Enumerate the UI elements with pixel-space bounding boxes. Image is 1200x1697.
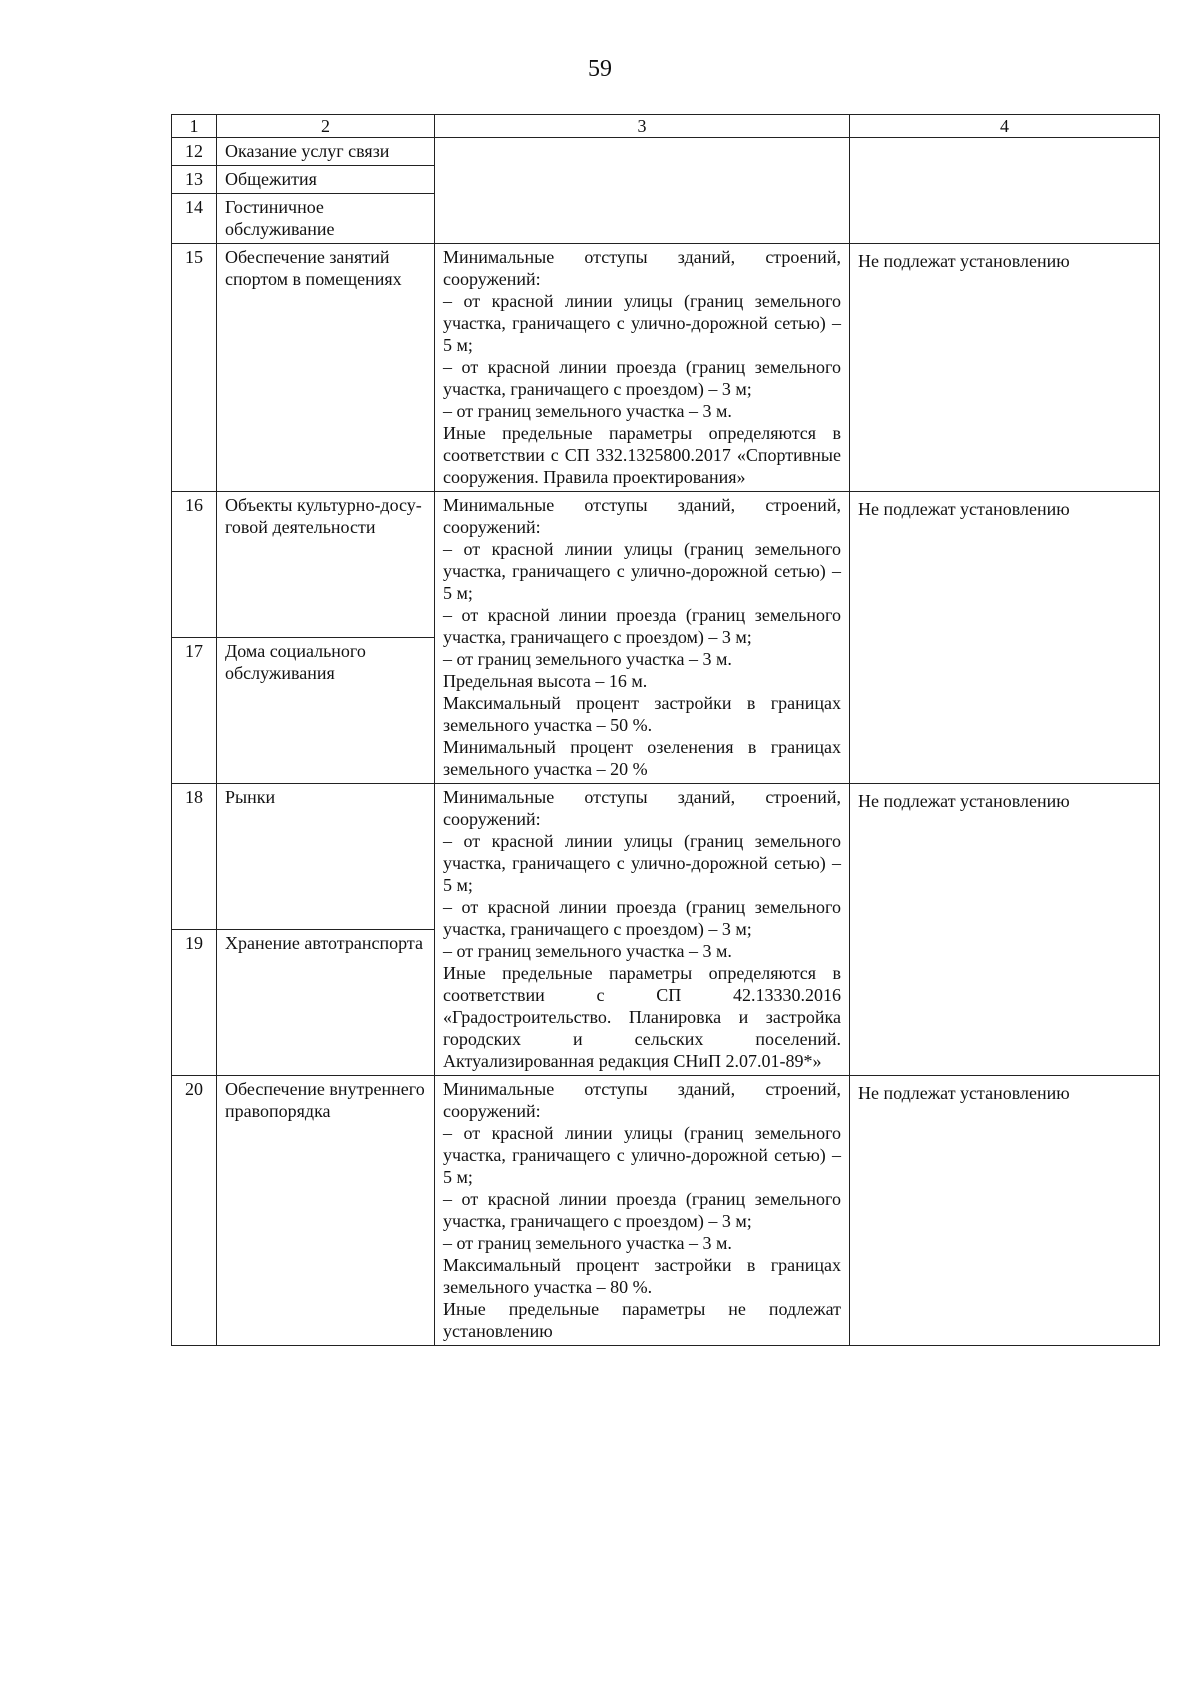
- row-name: Гостиничное обслуживание: [217, 194, 435, 244]
- params-line: – от красной линии проезда (границ земельного участка, граничащего с проездом) – 3 м;: [443, 605, 841, 647]
- note-cell: Не подлежат установлению: [850, 784, 1160, 1076]
- params-line: Минимальные отступы зданий, строений, сооружений:: [443, 247, 841, 289]
- params-line: – от границ земельного участка – 3 м.: [443, 401, 732, 421]
- params-line: – от красной линии улицы (границ земельного участка, граничащего с улично-дорожной сетью) – 5 м;: [443, 291, 841, 355]
- params-line: Минимальные отступы зданий, строений, сооружений:: [443, 495, 841, 537]
- table-row: [172, 244, 1160, 492]
- params-line: Минимальные отступы зданий, строений, сооружений:: [443, 787, 841, 829]
- row-name: Обеспечение внутреннего правопорядка: [217, 1076, 435, 1346]
- row-name: Объекты культурно-досу-говой деятельности: [217, 492, 435, 638]
- row-name: Рынки: [217, 784, 435, 930]
- params-cell: [435, 784, 850, 1076]
- params-line: Иные предельные параметры определяются в соответствии с СП 332.1325800.2017 «Спортивные сооружения. Правила проектирования»: [443, 423, 841, 487]
- row-number: 13: [172, 166, 217, 194]
- row-number: 12: [172, 138, 217, 166]
- row-number: 16: [172, 492, 217, 638]
- params-line: Иные предельные параметры определяются в соответствии с СП 42.13330.2016 «Градостроительство. Планировка и застройка городских и сельских поселений. Актуализированная редакция СНиП 2.07.01-89*»: [443, 963, 841, 1071]
- table-header-row: [172, 115, 1160, 138]
- column-header: 1: [172, 115, 217, 138]
- params-line: – от красной линии проезда (границ земельного участка, граничащего с проездом) – 3 м;: [443, 357, 841, 399]
- column-header: 4: [850, 115, 1160, 138]
- params-cell: [435, 244, 850, 492]
- params-line: Максимальный процент застройки в границах земельного участка – 50 %.: [443, 693, 841, 735]
- row-number: 15: [172, 244, 217, 492]
- table-row: [172, 784, 1160, 930]
- table-row: [172, 1076, 1160, 1346]
- params-cell-empty: [435, 138, 850, 244]
- page-number: 59: [588, 56, 612, 82]
- params-line: – от красной линии проезда (границ земельного участка, граничащего с проездом) – 3 м;: [443, 897, 841, 939]
- row-number: 18: [172, 784, 217, 930]
- params-line: – от границ земельного участка – 3 м.: [443, 1233, 732, 1253]
- note-cell: Не подлежат установлению: [850, 1076, 1160, 1346]
- params-line: Минимальные отступы зданий, строений, сооружений:: [443, 1079, 841, 1121]
- params-line: Иные предельные параметры не подлежат установлению: [443, 1299, 841, 1341]
- params-line: – от красной линии улицы (границ земельного участка, граничащего с улично-дорожной сетью) – 5 м;: [443, 539, 841, 603]
- row-name: Общежития: [217, 166, 435, 194]
- row-name: Обеспечение занятий спортом в помещениях: [217, 244, 435, 492]
- row-name: Оказание услуг связи: [217, 138, 435, 166]
- params-line: – от красной линии проезда (границ земельного участка, граничащего с проездом) – 3 м;: [443, 1189, 841, 1231]
- column-header: 3: [435, 115, 850, 138]
- params-line: – от границ земельного участка – 3 м.: [443, 649, 732, 669]
- params-cell: [435, 492, 850, 784]
- params-line: Минимальный процент озеленения в границах земельного участка – 20 %: [443, 737, 841, 779]
- table-row: [172, 492, 1160, 638]
- params-line: – от границ земельного участка – 3 м.: [443, 941, 732, 961]
- params-line: – от красной линии улицы (границ земельного участка, граничащего с улично-дорожной сетью) – 5 м;: [443, 831, 841, 895]
- params-line: Максимальный процент застройки в границах земельного участка – 80 %.: [443, 1255, 841, 1297]
- params-line: – от красной линии улицы (границ земельного участка, граничащего с улично-дорожной сетью) – 5 м;: [443, 1123, 841, 1187]
- note-cell: Не подлежат установлению: [850, 492, 1160, 784]
- note-cell-empty: [850, 138, 1160, 244]
- row-name: Хранение автотранспорта: [217, 930, 435, 1076]
- row-number: 19: [172, 930, 217, 1076]
- note-cell: Не подлежат установлению: [850, 244, 1160, 492]
- regulations-table: [171, 114, 1160, 1346]
- row-name: Дома социального обслуживания: [217, 638, 435, 784]
- column-header: 2: [217, 115, 435, 138]
- row-number: 20: [172, 1076, 217, 1346]
- table-row: [172, 138, 1160, 166]
- params-cell: [435, 1076, 850, 1346]
- params-line: Предельная высота – 16 м.: [443, 671, 648, 691]
- row-number: 17: [172, 638, 217, 784]
- row-number: 14: [172, 194, 217, 244]
